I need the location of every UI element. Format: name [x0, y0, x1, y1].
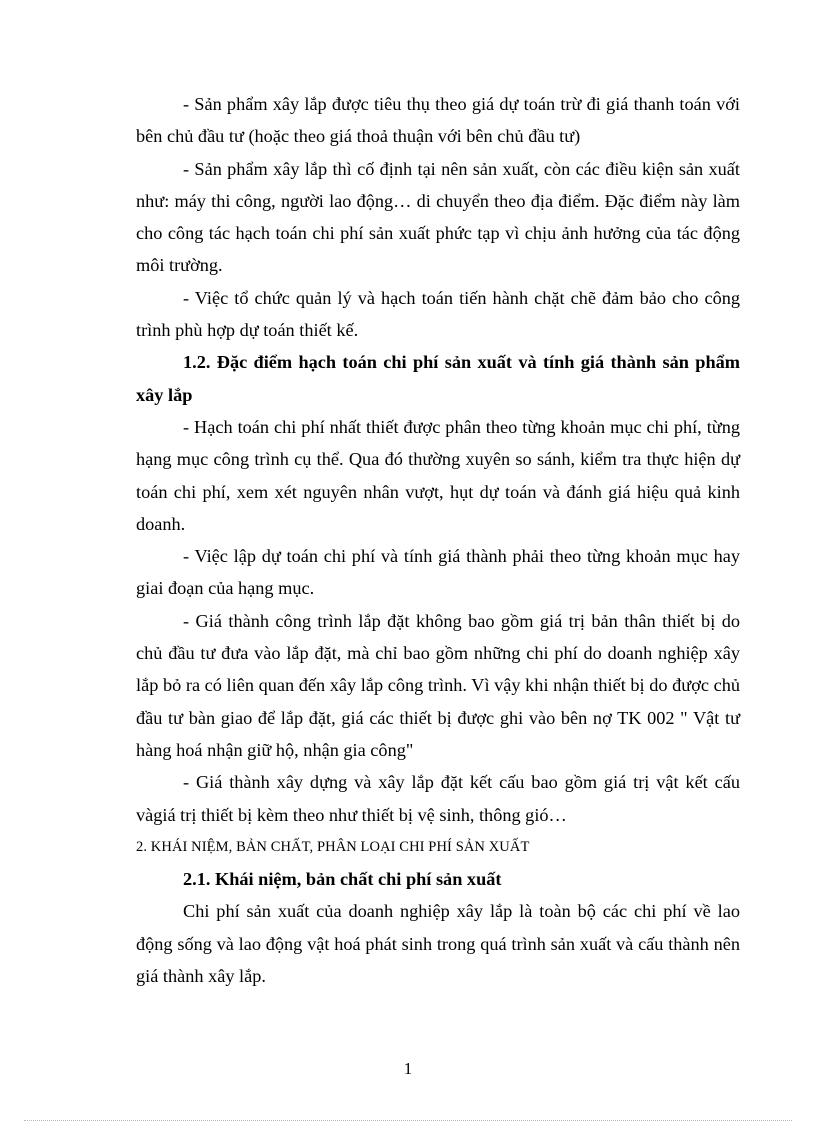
page-body — [136, 88, 740, 992]
paragraph-bullet-estimates: - Việc lập dự toán chi phí và tính giá thành phải theo từng khoản mục hay giai đoạn của hạng mục. — [136, 546, 740, 599]
page-bottom-divider — [24, 1120, 792, 1121]
heading-2-1: 2.1. Khái niệm, bản chất chi phí sản xuất — [183, 869, 502, 890]
paragraph-bullet-fixed-location: - Sản phẩm xây lắp thì cố định tại nên sản xuất, còn các điều kiện sản xuất như: máy thi công, người lao động… di chuyển theo địa điểm. Đặc điểm này làm cho công tác hạch toán chi phí sản xuất phức tạp vì chịu ảnh hưởng của tác động môi trường. — [136, 158, 740, 276]
paragraph-bullet-management: - Việc tổ chức quản lý và hạch toán tiến hành chặt chẽ đảm bảo cho công trình phù hợp dự toán thiết kế. — [136, 287, 740, 341]
paragraph-bullet-cost-items: - Hạch toán chi phí nhất thiết được phân theo từng khoản mục chi phí, từng hạng mục công trình cụ thể. Qua đó thường xuyên so sánh, kiểm tra thực hiện dự toán chi phí, xem xét nguyên nhân vượt, hụt dự toán và đánh giá hiệu quả kinh doanh. — [136, 416, 740, 534]
section-heading-2: 2. KHÁI NIỆM, BẢN CHẤT, PHÂN LOẠI CHI PHÍ SẢN XUẤT — [136, 838, 530, 855]
paragraph-bullet-installation-cost: - Giá thành công trình lắp đặt không bao gồm giá trị bản thân thiết bị do chủ đầu tư đưa vào lắp đặt, mà chỉ bao gồm những chi phí do doanh nghiệp xây lắp bỏ ra có liên quan đến xây lắp công trình. Vì vậy khi nhận thiết bị do được chủ đầu tư bàn giao để lắp đặt, giá các thiết bị được ghi vào bên nợ TK 002 " Vật tư hàng hoá nhận giữ hộ, nhận gia công" — [136, 610, 740, 760]
heading-1-2: 1.2. Đặc điểm hạch toán chi phí sản xuất và tính giá thành sản phẩm xây lắp — [136, 352, 740, 405]
paragraph-definition: Chi phí sản xuất của doanh nghiệp xây lắp là toàn bộ các chi phí về lao động sống và lao động vật hoá phát sinh trong quá trình sản xuất và cấu thành nên giá thành xây lắp. — [136, 901, 740, 987]
paragraph-bullet-structure-cost: - Giá thành xây dựng và xây lắp đặt kết cấu bao gồm giá trị vật kết cấu vàgiá trị thiết bị kèm theo như thiết bị vệ sinh, thông gió… — [136, 772, 740, 825]
paragraph-bullet-sale-price: - Sản phẩm xây lắp được tiêu thụ theo giá dự toán trừ đi giá thanh toán với bên chủ đầu tư (hoặc theo giá thoả thuận với bên chủ đầu tư) — [136, 94, 740, 147]
page-number: 1 — [403, 1059, 413, 1078]
